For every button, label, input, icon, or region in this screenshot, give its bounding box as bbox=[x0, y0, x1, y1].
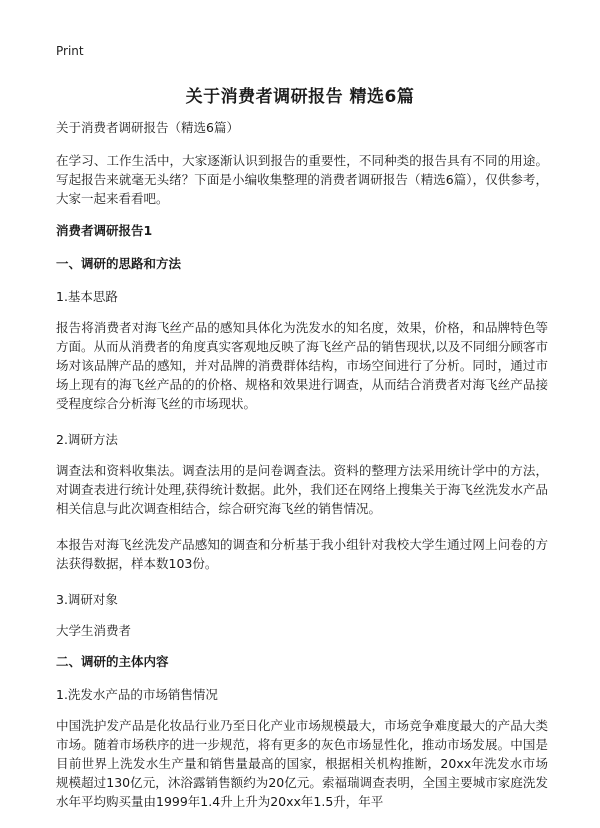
s2-sub1-paragraph: 中国洗护发产品是化妆品行业乃至日化产业市场规模最大，市场竞争难度最大的产品大类市场。随着市场秩序的进一步规范，将有更多的灰色市场显性化，推动市场发展。中国是目前世界上洗发水生产量和销售量最高的国家，根据相关机构推断，20xx年洗发水市场规模超过130亿元，沐浴露销售额约为20亿元。索福瑞调查表明，全国主要城市家庭洗发水年平均购买量由1999年1.4升上升为20xx年1.5升，年平 bbox=[56, 718, 548, 809]
s1-sub3-heading: 3.调研对象 bbox=[56, 592, 118, 607]
s1-sub2-paragraph-2: 本报告对海飞丝洗发产品感知的调查和分析基于我小组针对我校大学生通过网上问卷的方法获得数据，样本数103份。 bbox=[56, 537, 548, 571]
s1-sub1-paragraph: 报告将消费者对海飞丝产品的感知具体化为洗发水的知名度，效果，价格，和品牌特色等方面。从而从消费者的角度真实客观地反映了海飞丝产品的销售现状,以及不同细分顾客市场对该品牌产品的感知，并对品牌的消费群体结构，市场空间进行了分析。同时，通过市场上现有的海飞丝产品的的价格、规格和效果进行调查，从而结合消费者对海飞丝产品接受程度综合分析海飞丝的市场现状。 bbox=[56, 320, 548, 411]
s1-sub1-heading: 1.基本思路 bbox=[56, 289, 118, 304]
report-heading: 消费者调研报告1 bbox=[56, 223, 153, 238]
s1-sub2-paragraph-1: 调查法和资料收集法。调查法用的是问卷调查法。资料的整理方法采用统计学中的方法，对调查表进行统计处理,获得统计数据。此外，我们还在网络上搜集关于海飞丝洗发水产品相关信息与此次调查相结合，综合研究海飞丝的销售情况。 bbox=[56, 463, 548, 516]
document-body bbox=[56, 118, 548, 828]
section1-heading: 一、调研的思路和方法 bbox=[56, 256, 182, 271]
s1-sub3-paragraph: 大学生消费者 bbox=[56, 623, 132, 638]
document-title: 关于消费者调研报告 精选6篇 bbox=[185, 87, 415, 107]
s1-sub2-heading: 2.调研方法 bbox=[56, 432, 118, 447]
s2-sub1-heading: 1.洗发水产品的市场销售情况 bbox=[56, 687, 218, 702]
print-label: Print bbox=[56, 44, 84, 58]
intro-paragraph: 在学习、工作生活中，大家逐渐认识到报告的重要性，不同种类的报告具有不同的用途。写起报告来就毫无头绪？下面是小编收集整理的消费者调研报告（精选6篇），仅供参考，大家一起来看看吧。 bbox=[56, 153, 548, 206]
section2-heading: 二、调研的主体内容 bbox=[56, 654, 169, 669]
document-subtitle: 关于消费者调研报告（精选6篇） bbox=[56, 120, 239, 135]
